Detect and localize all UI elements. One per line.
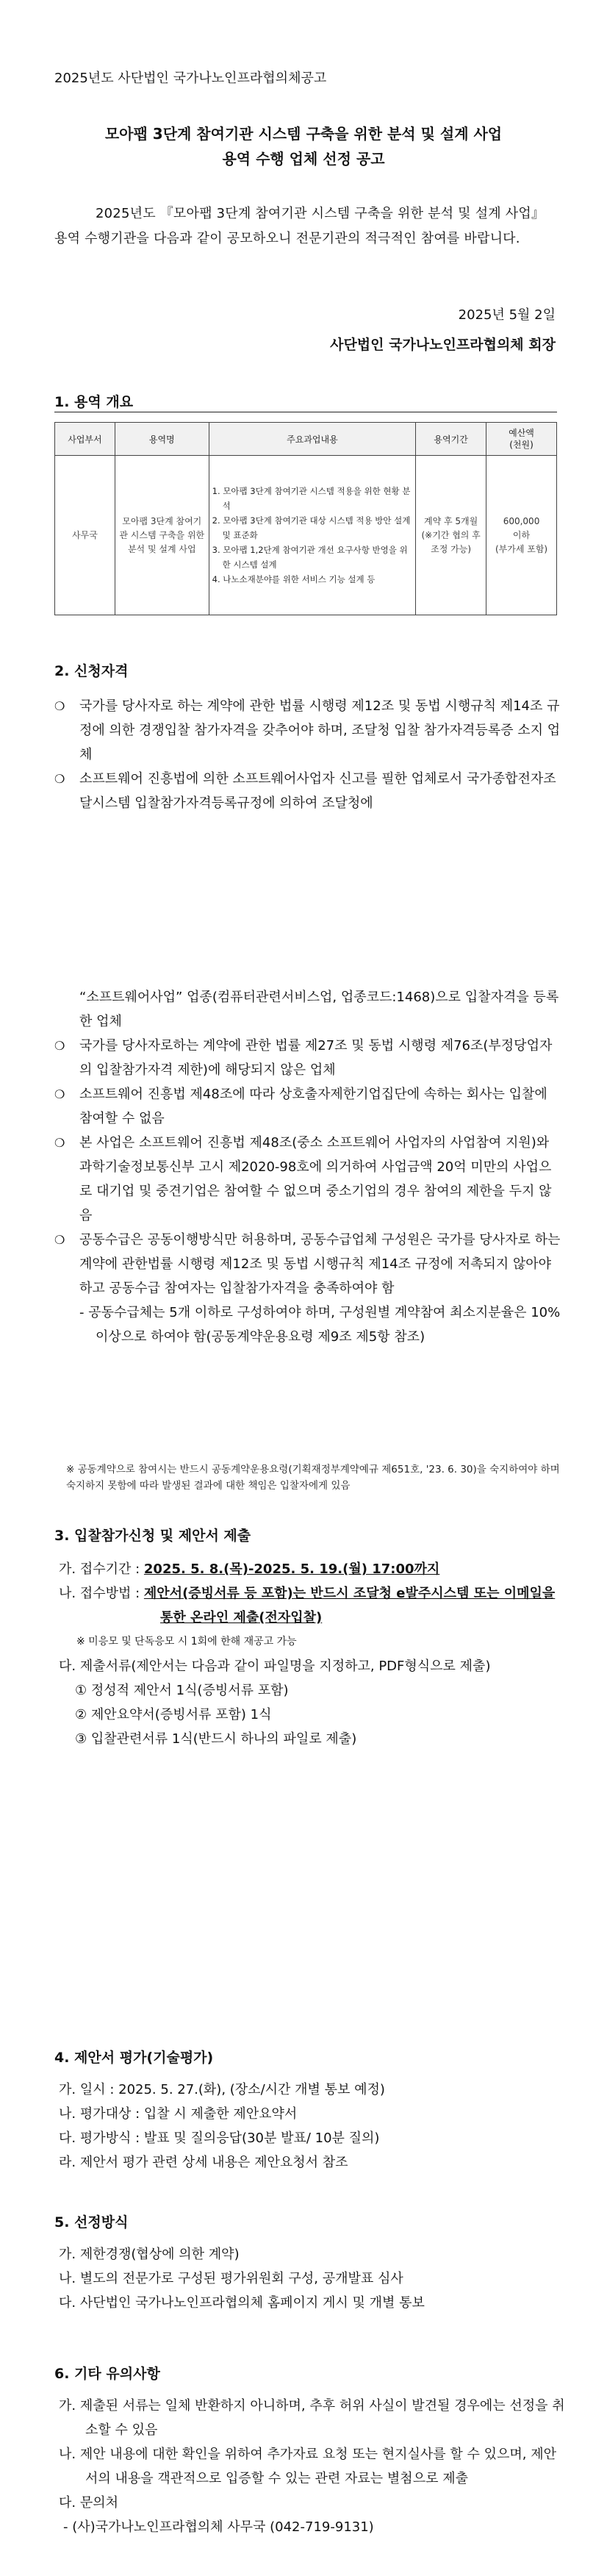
table-row bbox=[55, 456, 557, 615]
cell-budget: 600,000 이하 (부가세 포함) bbox=[486, 456, 557, 615]
cell-tasks bbox=[209, 456, 416, 615]
announcement-header: 2025년도 사단법인 국가나노인프라협의체공고 bbox=[54, 71, 327, 86]
section-1-title: 1. 용역 개요 bbox=[54, 394, 134, 410]
circle-bullet-icon: ❍ bbox=[54, 1136, 65, 1150]
list-item: 가. 제한경쟁(협상에 의한 계약) bbox=[59, 2247, 240, 2262]
cell-period: 계약 후 5개월 (※기간 협의 후 조정 가능) bbox=[416, 456, 486, 615]
circle-bullet-icon: ❍ bbox=[54, 1087, 65, 1101]
list-item: ② 제안요약서(증빙서류 포함) 1식 bbox=[75, 1707, 272, 1722]
circle-bullet-icon: ❍ bbox=[54, 699, 65, 713]
list-item: 가. 제출된 서류는 일체 반환하지 아니하며, 추후 허위 사실이 발견될 경우에는 선정을 취소할 수 있음 bbox=[59, 2398, 565, 2438]
circle-bullet-icon: ❍ bbox=[54, 1233, 65, 1247]
cell-name: 모아팹 3단계 참여기관 시스템 구축을 위한 분석 및 설계 사업 bbox=[115, 456, 209, 615]
col-header-dept: 사업부서 bbox=[55, 423, 115, 456]
list-item: 다. 평가방식 : 발표 및 질의응답(30분 발표/ 10분 질의) bbox=[59, 2130, 380, 2146]
col-header-name: 용역명 bbox=[115, 423, 209, 456]
col-header-tasks: 주요과업내용 bbox=[209, 423, 416, 456]
col-header-period: 용역기간 bbox=[416, 423, 486, 456]
list-item: ❍ 소프트웨어 진흥법에 의한 소프트웨어사업자 신고를 필한 업체로서 국가종합전자조달시스템 입찰참가자격등록규정에 의하여 조달청에 bbox=[54, 767, 561, 815]
task-item: 4. 나노소재분야를 위한 서비스 기능 설계 등 bbox=[212, 574, 376, 584]
contact-info: - (사)국가나노인프라협의체 사무국 (042-719-9131) bbox=[63, 2519, 374, 2535]
service-overview-table bbox=[54, 422, 557, 615]
eligibility-list-part1 bbox=[54, 694, 561, 815]
task-item: 1. 모아팹 3단계 참여기관 시스템 적용을 위한 현황 분석 bbox=[212, 486, 411, 511]
issuer-signature: 사단법인 국가나노인프라협의체 회장 bbox=[330, 337, 556, 353]
eligibility-list-part2 bbox=[54, 985, 561, 1349]
task-item: 2. 모아팹 3단계 참여기관 대상 시스템 적용 방안 설계 및 표준화 bbox=[212, 515, 411, 540]
section-4-title: 4. 제안서 평가(기술평가) bbox=[54, 2050, 214, 2066]
section-3-title: 3. 입찰참가신청 및 제안서 제출 bbox=[54, 1528, 251, 1544]
cell-dept: 사무국 bbox=[55, 456, 115, 615]
circle-bullet-icon: ❍ bbox=[54, 1039, 65, 1053]
section-2-title: 2. 신청자격 bbox=[54, 663, 129, 679]
list-item: 나. 제안 내용에 대한 확인을 위하여 추가자료 요청 또는 현지실사를 할 수 있으며, 제안서의 내용을 객관적으로 입증할 수 있는 관련 자료는 별첨으로 제출 bbox=[59, 2447, 557, 2486]
list-item: 나. 별도의 전문가로 구성된 평가위원회 구성, 공개발표 심사 bbox=[59, 2271, 403, 2286]
list-item: 라. 제안서 평가 관련 상세 내용은 제안요청서 참조 bbox=[59, 2155, 348, 2170]
list-item: 다. 문의처 bbox=[59, 2495, 118, 2511]
intro-paragraph: 2025년도 『모아팹 3단계 참여기관 시스템 구축을 위한 분석 및 설계 사업』 용역 수행기관을 다음과 같이 공모하오니 전문기관의 적극적인 참여를 바랍니다. bbox=[54, 206, 545, 246]
required-documents: 다. 제출서류(제안서는 다음과 같이 파일명을 지정하고, PDF형식으로 제출) bbox=[59, 1659, 491, 1674]
list-item: ❍ 국가를 당사자로 하는 계약에 관한 법률 시행령 제12조 및 동법 시행규칙 제14조 규정에 의한 경쟁입찰 참가자격을 갖추어야 하며, 조달청 입찰 참가자격등록증 소지 업체 bbox=[54, 694, 561, 767]
list-item: ① 정성적 제안서 1식(증빙서류 포함) bbox=[75, 1683, 289, 1698]
evaluation-details bbox=[59, 2078, 566, 2175]
list-item: ❍ 본 사업은 소프트웨어 진흥법 제48조(중소 소프트웨어 사업자의 사업참여 지원)와 과학기술정보통신부 고시 제2020-98호에 의거하여 사업금액 20억 미만의 사업으로 대기업 및 중견기업은 참여할 수 없으며 중소기업의 경우 참여의 제한을 두지 않음 bbox=[54, 1131, 561, 1228]
notice-details bbox=[59, 2394, 566, 2539]
section-6-title: 6. 기타 유의사항 bbox=[54, 2366, 160, 2382]
list-item-continuation: “소프트웨어사업” 업종(컴퓨터관련서비스업, 업종코드:1468)으로 입찰자격을 등록한 업체 bbox=[79, 990, 559, 1029]
list-item: ③ 입찰관련서류 1식(반드시 하나의 파일로 제출) bbox=[75, 1731, 357, 1747]
list-sub-item: - 공동수급체는 5개 이하로 구성하여야 하며, 구성원별 계약참여 최소지분율은 10% 이상으로 하여야 함(공동계약운용요령 제9조 제5항 참조) bbox=[79, 1305, 561, 1345]
joint-contract-note: ※ 공동계약으로 참여시는 반드시 공동계약운용요령(기획재정부계약예규 제651호, '23. 6. 30)을 숙지하여야 하며 숙지하지 못함에 따라 발생된 결과에 대한 책임은 입찰자에게 있음 bbox=[66, 1464, 560, 1492]
page-title: 모아팹 3단계 참여기관 시스템 구축을 위한 분석 및 설계 사업 bbox=[104, 125, 503, 143]
list-item: 가. 일시 : 2025. 5. 27.(화), (장소/시간 개별 통보 예정) bbox=[59, 2082, 385, 2097]
submission-details bbox=[59, 1557, 566, 1751]
col-header-budget: 예산액 (천원) bbox=[486, 423, 557, 456]
submission-period: 가. 접수기간 : 2025. 5. 8.(목)-2025. 5. 19.(월) 17:00까지 bbox=[59, 1561, 440, 1577]
submission-method: 나. 접수방법 : 제안서(증빙서류 등 포함)는 반드시 조달청 e발주시스템 또는 이메일을 통한 온라인 제출(전자입찰) bbox=[59, 1586, 556, 1625]
section-5-title: 5. 선정방식 bbox=[54, 2214, 129, 2230]
selection-details bbox=[59, 2242, 566, 2315]
list-item: ❍ 소프트웨어 진흥법 제48조에 따라 상호출자제한기업집단에 속하는 회사는 입찰에 참여할 수 없음 bbox=[54, 1082, 561, 1131]
list-item: 나. 평가대상 : 입찰 시 제출한 제안요약서 bbox=[59, 2106, 298, 2122]
circle-bullet-icon: ❍ bbox=[54, 772, 65, 786]
page-subtitle: 용역 수행 업체 선정 공고 bbox=[222, 150, 385, 168]
reannouncement-note: ※ 미응모 및 단독응모 시 1회에 한해 재공고 가능 bbox=[76, 1636, 297, 1647]
announcement-date: 2025년 5월 2일 bbox=[458, 307, 556, 323]
task-item: 3. 모아팹 1,2단계 참여기관 개선 요구사항 반영을 위한 시스템 설계 bbox=[212, 545, 408, 570]
table-header-row bbox=[55, 423, 557, 456]
list-item: ❍ 공동수급은 공동이행방식만 허용하며, 공동수급업체 구성원은 국가를 당사자로 하는 계약에 관한법률 시행령 제12조 및 동법 시행규칙 제14조 규정에 저촉되지 않아야 하고 공동수급 참여자는 입찰참가자격을 충족하여야 함 bbox=[54, 1228, 561, 1300]
list-item: ❍ 국가를 당사자로하는 계약에 관한 법률 제27조 및 동법 시행령 제76조(부정당업자의 입찰참가자격 제한)에 해당되지 않은 업체 bbox=[54, 1034, 561, 1082]
list-item: 다. 사단법인 국가나노인프라협의체 홈페이지 게시 및 개별 통보 bbox=[59, 2295, 425, 2311]
